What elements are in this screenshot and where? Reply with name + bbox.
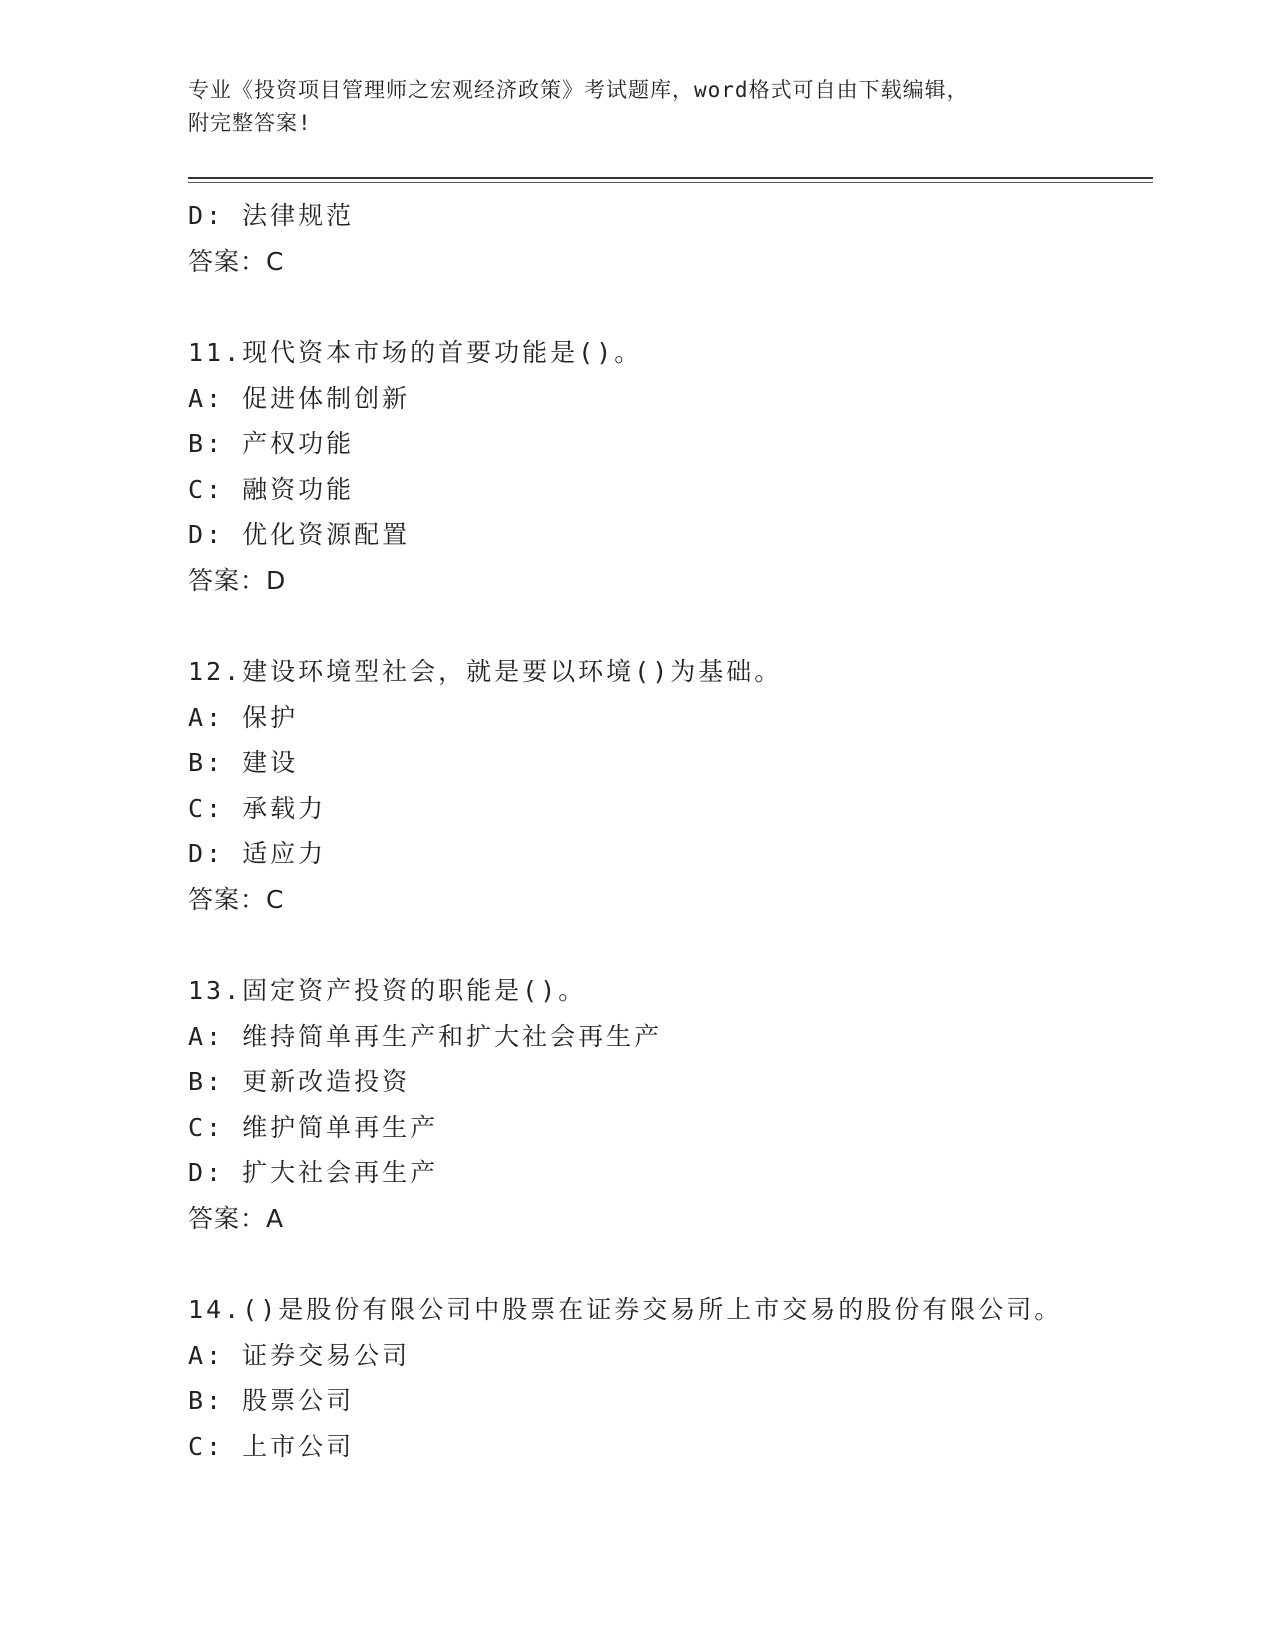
question-list — [188, 193, 1148, 1469]
spacer — [188, 1241, 1148, 1287]
option-b: B: 产权功能 — [188, 429, 355, 458]
option-a: A: 证券交易公司 — [188, 1340, 411, 1370]
option-b: B: 建设 — [188, 748, 299, 777]
answer-line: 答案：C — [188, 246, 285, 276]
question-text: 13.固定资产投资的职能是()。 — [188, 976, 587, 1005]
question-text: 11.现代资本市场的首要功能是()。 — [188, 338, 643, 367]
document-header — [188, 74, 1068, 140]
option-b: B: 股票公司 — [188, 1386, 355, 1415]
option-c: C: 承载力 — [188, 793, 327, 823]
question-block-14 — [188, 1287, 1148, 1469]
header-divider-thick — [188, 177, 1153, 179]
question-block-13 — [188, 968, 1148, 1241]
option-d: D: 优化资源配置 — [188, 520, 411, 549]
header-line-1: 专业《投资项目管理师之宏观经济政策》考试题库，word格式可自由下载编辑， — [188, 78, 969, 102]
question-block-10 — [188, 193, 1148, 284]
option-c: C: 上市公司 — [188, 1431, 355, 1461]
option-d: D: 适应力 — [188, 839, 327, 868]
header-line-2: 附完整答案! — [188, 111, 312, 135]
answer-line: 答案：C — [188, 884, 285, 914]
option-d: D: 扩大社会再生产 — [188, 1158, 439, 1187]
header-divider-thin — [188, 182, 1153, 183]
option-d: D: 法律规范 — [188, 201, 355, 230]
option-c: C: 融资功能 — [188, 474, 355, 504]
question-text: 12.建设环境型社会，就是要以环境()为基础。 — [188, 657, 783, 686]
question-text: 14.()是股份有限公司中股票在证券交易所上市交易的股份有限公司。 — [188, 1295, 1063, 1324]
option-a: A: 促进体制创新 — [188, 383, 411, 413]
question-block-11 — [188, 330, 1148, 603]
option-a: A: 维持简单再生产和扩大社会再生产 — [188, 1021, 663, 1051]
option-a: A: 保护 — [188, 702, 299, 732]
spacer — [188, 922, 1148, 968]
option-b: B: 更新改造投资 — [188, 1067, 411, 1096]
question-block-12 — [188, 649, 1148, 922]
spacer — [188, 603, 1148, 649]
answer-line: 答案：A — [188, 1203, 285, 1233]
spacer — [188, 284, 1148, 330]
option-c: C: 维护简单再生产 — [188, 1112, 439, 1142]
answer-line: 答案：D — [188, 565, 287, 595]
